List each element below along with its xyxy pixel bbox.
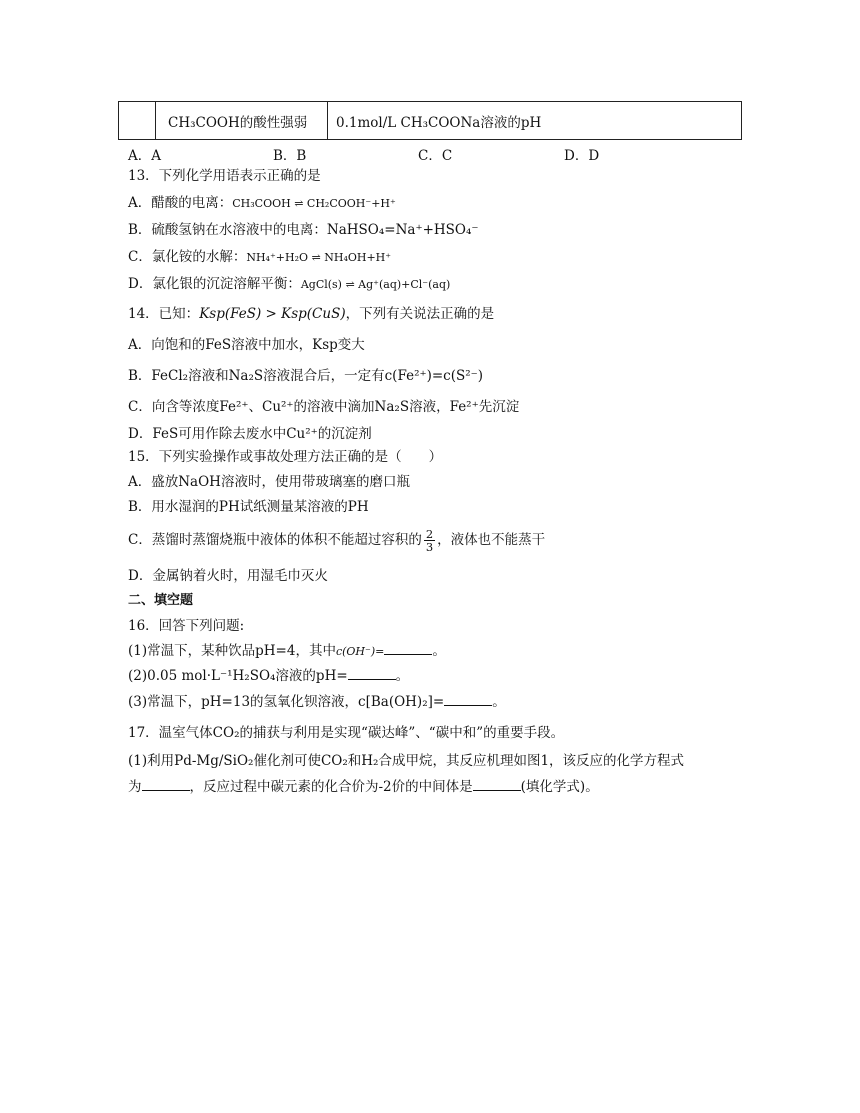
q13-c-equation: NH₄⁺+H₂O ⇌ NH₄OH+H⁺ (246, 251, 392, 264)
q13-c-label: C．氯化铵的水解： (128, 249, 247, 265)
q17-p1-end: (填化学式)。 (520, 779, 599, 795)
q16-part1 (128, 642, 446, 661)
q14-stem (128, 305, 494, 323)
q16-p3-end: 。 (492, 694, 506, 710)
q13-a-label: A．醋酸的电离： (128, 195, 233, 211)
q13-d-equation: AgCl(s) ⇌ Ag⁺(aq)+Cl⁻(aq) (300, 278, 451, 291)
q14-stem-pre: 14．已知： (128, 306, 200, 322)
q13-d-label: D．氯化银的沉淀溶解平衡： (128, 276, 301, 292)
q16-part2 (128, 667, 409, 685)
q15-c-post: ，液体也不能蒸干 (437, 532, 546, 548)
q14-option-b: B．FeCl₂溶液和Na₂S溶液混合后，一定有c(Fe²⁺)=c(S²⁻) (128, 368, 484, 384)
answer-blank[interactable] (348, 667, 396, 680)
answer-blank[interactable] (444, 693, 492, 706)
q16-p2-end: 。 (395, 668, 410, 684)
q15-stem: 15．下列实验操作或事故处理方法正确的是（ ） (128, 449, 443, 465)
answer-blank[interactable] (384, 642, 432, 655)
q14-stem-post: ，下列有关说法正确的是 (345, 306, 495, 322)
q16-stem: 16．回答下列问题: (128, 618, 245, 634)
q17-part1-line2 (128, 778, 599, 796)
table-cell-method: 0.1mol/L CH₃COONa溶液的pH (336, 114, 542, 131)
q17-p1-pre: 为 (128, 779, 142, 795)
q16-part3 (128, 693, 506, 711)
q14-option-d: D．FeS可用作除去废水中Cu²⁺的沉淀剂 (128, 426, 372, 442)
q13-b-equation: NaHSO₄=Na⁺+HSO₄⁻ (326, 222, 479, 238)
q15-option-a: A．盛放NaOH溶液时，使用带玻璃塞的磨口瓶 (128, 474, 410, 490)
q13-b-label: B．硫酸氢钠在水溶液中的电离： (128, 222, 327, 238)
q16-p2-pre: (2)0.05 mol·L⁻¹H₂SO₄溶液的pH= (128, 668, 348, 684)
q15-c-pre: C．蒸馏时蒸馏烧瓶中液体的体积不能超过容积的 (128, 532, 422, 548)
q13-option-c (128, 248, 391, 267)
section-heading: 二、填空题 (128, 593, 194, 608)
q12-option-d: D．D (564, 148, 600, 164)
q15-c-fraction (424, 528, 435, 553)
table-row (118, 101, 742, 140)
q14-option-a: A．向饱和的FeS溶液中加水，Ksp变大 (128, 337, 365, 353)
q17-part1-line1: (1)利用Pd-Mg/SiO₂催化剂可使CO₂和H₂合成甲烷，其反应机理如图1，该反应的化学方程式 (128, 753, 685, 769)
q16-p1-expression: c(OH⁻)= (335, 645, 385, 658)
fraction-denominator: 3 (425, 540, 434, 554)
q12-option-a: A．A (128, 148, 161, 164)
q14-stem-equation: Ksp(FeS) > Ksp(CuS) (199, 306, 346, 322)
q17-p1-mid: ，反应过程中碳元素的化合价为-2价的中间体是 (189, 779, 473, 795)
table-cell-item: CH₃COOH的酸性强弱 (156, 102, 328, 139)
q13-option-b (128, 221, 479, 239)
answer-blank[interactable] (473, 778, 521, 791)
q12-option-b: B．B (273, 148, 307, 164)
q16-p1-end: 。 (432, 643, 446, 659)
q16-p1-pre: (1)常温下，某种饮品pH=4，其中 (128, 643, 336, 659)
answer-blank[interactable] (142, 778, 190, 791)
q12-option-c: C．C (418, 148, 453, 164)
q17-stem: 17．温室气体CO₂的捕获与利用是实现“碳达峰”、“碳中和”的重要手段。 (128, 725, 565, 741)
table-cell-index (119, 102, 156, 139)
q12-options (128, 144, 648, 162)
q13-a-equation: CH₃COOH ⇌ CH₂COOH⁻+H⁺ (232, 197, 396, 210)
q15-option-d: D．金属钠着火时，用湿毛巾灭火 (128, 568, 328, 584)
q13-option-a (128, 194, 396, 213)
q13-option-d (128, 275, 450, 294)
q16-p3-pre: (3)常温下，pH=13的氢氧化钡溶液， (128, 694, 359, 710)
fraction-numerator: 2 (425, 527, 434, 541)
q15-option-c (128, 526, 545, 554)
q14-option-c: C．向含等浓度Fe²⁺、Cu²⁺的溶液中滴加Na₂S溶液，Fe²⁺先沉淀 (128, 399, 520, 415)
q16-p3-expression: c[Ba(OH)₂]= (358, 694, 445, 710)
q13-stem: 13．下列化学用语表示正确的是 (128, 168, 321, 184)
q15-option-b: B．用水湿润的PH试纸测量某溶液的PH (128, 499, 369, 515)
